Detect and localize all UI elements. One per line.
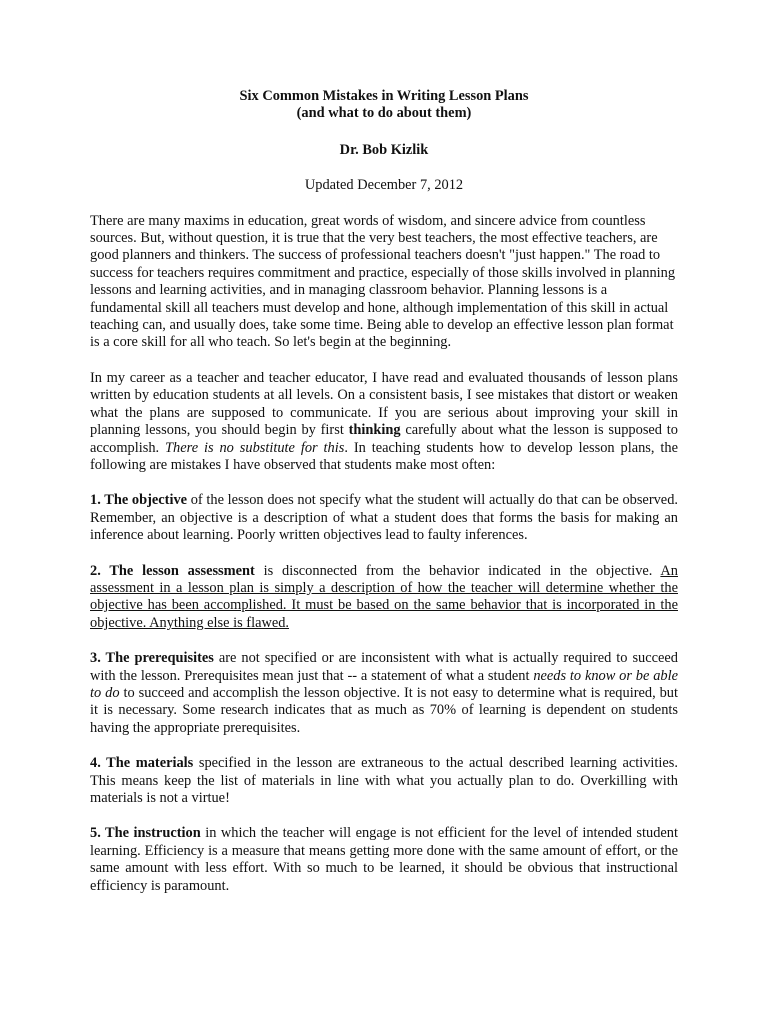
- intro-paragraph-2-text-b: carefully about what the lesson is supposed to accomplish.: [90, 422, 678, 456]
- mistake-5-paragraph: [90, 825, 678, 895]
- intro-paragraph-1: There are many maxims in education, great words of wisdom, and sincere advice from countless sources. But, without question, it is true that the very best teachers, the most effective teachers, are good planners and thinkers. The success of professional teachers doesn't "just happen." The road to success for teachers requires commitment and practice, especially of those skills involved in planning lessons and learning activities, and in managing classroom behavior. Planning lessons is a fundamental skill all teachers must develop and hone, although implementation of this skill in actual teaching can, and usually does, take some time. Being able to develop an effective lesson plan format is a core skill for all who teach. So let's begin at the beginning.: [90, 212, 676, 351]
- mistake-3-italic: needs to know or be able to do: [90, 667, 678, 701]
- mistake-1-paragraph: [90, 492, 678, 544]
- author-name: Dr. Bob Kizlik: [339, 141, 429, 158]
- intro-paragraph-2: [90, 370, 678, 474]
- mistake-2-paragraph: [90, 563, 678, 633]
- mistake-2-text: is disconnected from the behavior indicated in the objective.: [254, 562, 661, 579]
- mistake-3-text-b: to succeed and accomplish the lesson objective. It is not easy to determine what is required, but it is necessary. Some research indicates that as much as 70% of learning is dependent on students having the appropriate prerequisites.: [90, 684, 678, 736]
- title-block: [90, 88, 678, 195]
- mistake-5-heading: 5. The instruction: [90, 825, 201, 842]
- mistake-1-text: of the lesson does not specify what the student will actually do that can be observed. Remember, an objective is a description of what a student does that forms the basis for making an inference about learning. Poorly written objectives lead to faulty inferences.: [90, 492, 678, 544]
- updated-date: Updated December 7, 2012: [304, 177, 464, 194]
- document-subtitle: (and what to do about them): [296, 105, 472, 122]
- mistake-3-text-a: are not specified or are inconsistent with what is actually required to succeed with the lesson. Prerequisites mean just that -- a statement of what a student: [90, 650, 678, 684]
- mistake-4-heading: 4. The materials: [90, 755, 194, 772]
- intro-paragraph-2-text-c: . In teaching students how to develop lesson plans, the following are mistakes I have observed that students make most often:: [90, 439, 678, 473]
- mistake-2-underlined-text: An assessment in a lesson plan is simply a description of how the teacher will determine whether the objective has been accomplished. It must be based on the same behavior that is incorporated in the objective. Anything else is flawed.: [90, 562, 678, 631]
- document-page: [90, 88, 678, 895]
- intro-paragraph-2-text-a: In my career as a teacher and teacher educator, I have read and evaluated thousands of lesson plans written by education students at all levels. On a consistent basis, I see mistakes that distort or weaken what the plans are supposed to communicate. If you are serious about improving your skill in planning lessons, you should begin by first: [90, 369, 678, 439]
- mistake-1-heading: 1. The objective: [90, 492, 188, 509]
- intro-paragraph-2-bold: thinking: [348, 422, 401, 439]
- mistake-5-text: in which the teacher will engage is not efficient for the level of intended student learning. Efficiency is a measure that means getting more done with the same amount of effort, or the same amount with less effort. With so much to be learned, it should be obvious that instructional efficiency is paramount.: [90, 825, 678, 894]
- mistake-4-text: specified in the lesson are extraneous to the actual described learning activities. This means keep the list of materials in line with what you actually plan to do. Overkilling with materials is not a virtue!: [90, 755, 678, 806]
- mistake-2-heading: 2. The lesson assessment: [90, 562, 255, 579]
- mistake-4-paragraph: [90, 755, 678, 807]
- intro-paragraph-2-italic: There is no substitute for this: [165, 439, 345, 456]
- mistake-3-heading: 3. The prerequisites: [90, 650, 214, 667]
- mistake-3-paragraph: [90, 650, 678, 737]
- document-title: Six Common Mistakes in Writing Lesson Plans: [239, 88, 529, 104]
